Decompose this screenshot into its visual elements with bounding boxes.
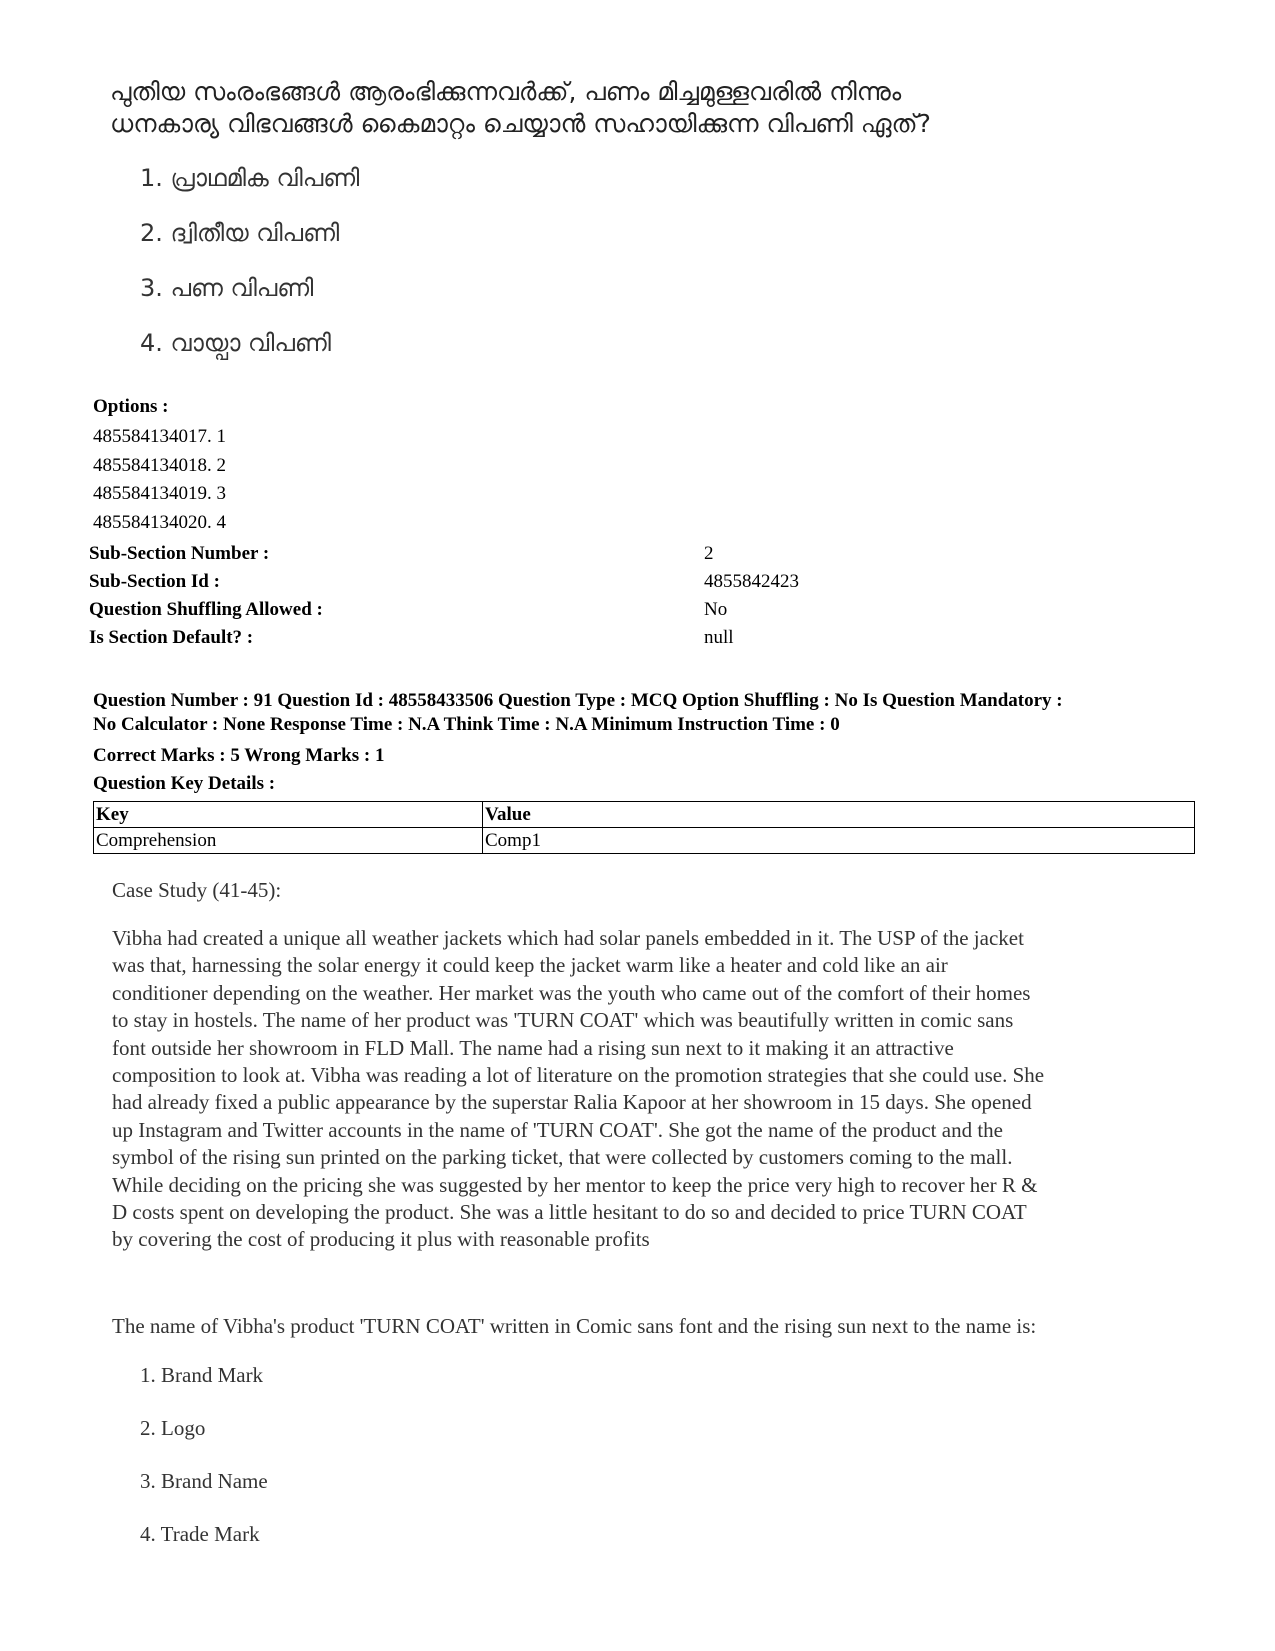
case-study-line: Vibha had created a unique all weather jackets which had solar panels embedded in it. The USP of the jacket [112, 926, 1024, 950]
key-details-table [93, 801, 1195, 854]
options-heading: Options : [93, 396, 169, 417]
key-cell: Comprehension [94, 828, 483, 854]
case-study-line: font outside her showroom in FLD Mall. The name had a rising sun next to it making it an attractive [112, 1035, 954, 1060]
case-study-line: composition to look at. Vibha was reading a lot of literature on the promotion strategies that she could use. She [112, 1063, 1045, 1088]
malayalam-question-line: ധനകാര്യ വിഭവങ്ങൾ കൈമാറ്റം ചെയ്യാൻ സഹായിക്കുന്ന വിപണി ഏത്? [110, 109, 931, 138]
case-study-body [112, 925, 1192, 1254]
answer-option-2: 2. Logo [140, 1416, 206, 1440]
table-header-row [94, 802, 1195, 828]
malayalam-option-3: 3. പണ വിപണി [140, 274, 314, 302]
value-cell: Comp1 [483, 828, 1195, 854]
answer-option-1: 1. Brand Mark [140, 1363, 264, 1387]
subsection-row [89, 571, 889, 599]
case-study-line: up Instagram and Twitter accounts in the name of 'TURN COAT'. She got the name of the product and the [112, 1117, 1003, 1142]
key-details-heading: Question Key Details : [93, 773, 276, 794]
subsection-label: Is Section Default? : [89, 627, 254, 648]
malayalam-option-1: 1. പ്രാഥമിക വിപണി [140, 164, 360, 192]
question-header-line: No Calculator : None Response Time : N.A Think Time : N.A Minimum Instruction Time : 0 [93, 714, 840, 735]
subsection-label: Sub-Section Id : [89, 571, 220, 592]
subsection-label: Sub-Section Number : [89, 543, 270, 564]
case-study-title: Case Study (41-45): [112, 878, 282, 902]
case-study-line: D costs spent on developing the product. She was a little hesitant to do so and decided to price TURN COAT [112, 1200, 1027, 1225]
subsection-value: 4855842423 [704, 571, 799, 592]
malayalam-option-4: 4. വായ്പാ വിപണി [140, 329, 331, 357]
subsection-row [89, 627, 889, 655]
case-study-line: symbol of the rising sun printed on the parking ticket, that were collected by customers coming to the mall. [112, 1145, 1013, 1170]
case-study-line: had already fixed a public appearance by the superstar Ralia Kapoor at her showroom in 15 days. She opened [112, 1090, 1032, 1115]
case-study-line: was that, harnessing the solar energy it could keep the jacket warm like a heater and cold like an air [112, 953, 948, 978]
subsection-value: 2 [704, 543, 714, 564]
subsection-details [89, 543, 889, 655]
options-list [93, 423, 226, 537]
question-header-line: Question Number : 91 Question Id : 48558433506 Question Type : MCQ Option Shuffling : No Is Question Mandatory : [93, 690, 1063, 711]
case-study-line: conditioner depending on the weather. Her market was the youth who came out of the comfort of their homes [112, 980, 1031, 1005]
malayalam-question [110, 76, 1110, 140]
option-id: 485584134019. 3 [93, 483, 226, 504]
value-header: Value [483, 802, 1195, 828]
subsection-row [89, 599, 889, 627]
subsection-value: No [704, 599, 728, 620]
option-id: 485584134018. 2 [93, 454, 226, 476]
subsection-label: Question Shuffling Allowed : [89, 599, 323, 620]
question-text: The name of Vibha's product 'TURN COAT' written in Comic sans font and the rising sun next to the name is: [112, 1314, 1037, 1338]
question-header [93, 689, 1193, 737]
subsection-row [89, 543, 889, 571]
option-id: 485584134020. 4 [93, 511, 226, 533]
answer-option-4: 4. Trade Mark [140, 1522, 260, 1546]
case-study-line: to stay in hostels. The name of her product was 'TURN COAT' which was beautifully written in comic sans [112, 1008, 1014, 1033]
malayalam-question-line: പുതിയ സംരംഭങ്ങൾ ആരംഭിക്കുന്നവർക്ക്, പണം മിച്ചമുള്ളവരിൽ നിന്നും [110, 77, 902, 106]
answer-option-3: 3. Brand Name [140, 1469, 268, 1493]
case-study-line: by covering the cost of producing it plus with reasonable profits [112, 1227, 650, 1252]
case-study-line: While deciding on the pricing she was suggested by her mentor to keep the price very high to recover her R & [112, 1172, 1038, 1197]
table-row [94, 828, 1195, 854]
key-header: Key [94, 802, 483, 828]
marks-line: Correct Marks : 5 Wrong Marks : 1 [93, 745, 385, 766]
option-id: 485584134017. 1 [93, 426, 226, 447]
malayalam-option-2: 2. ദ്വിതീയ വിപണി [140, 219, 340, 247]
subsection-value: null [704, 627, 734, 648]
